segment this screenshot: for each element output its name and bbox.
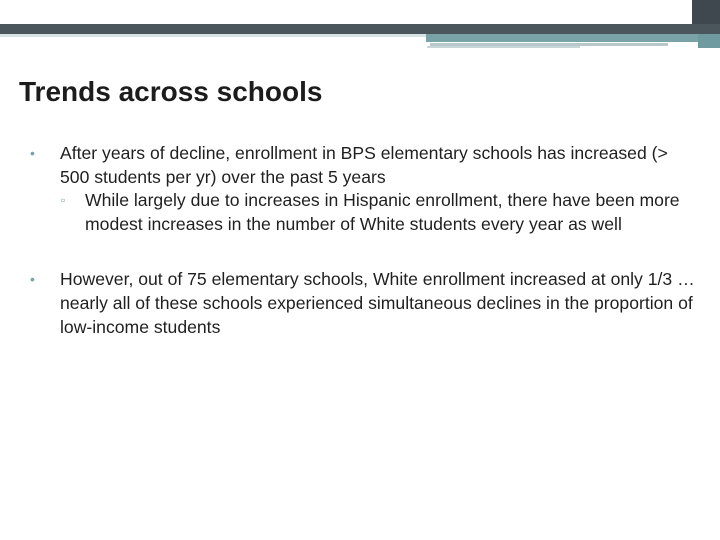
bullet-text: After years of decline, enrollment in BPS elementary schools has increased (> 500 students per yr) over the past 5 years [60, 143, 668, 187]
bullet-dot-icon: • [30, 271, 35, 288]
sub-bullet-text: While largely due to increases in Hispanic enrollment, there have been more modest increases in the number of White students every year as well [85, 190, 680, 234]
bullet-dot-icon: • [30, 145, 35, 161]
corner-dark-block [692, 0, 720, 24]
header-light-band [0, 34, 426, 37]
sub-bullet-item [28, 189, 698, 236]
sub-bullet-square-icon: ▫ [61, 193, 66, 208]
spacer [28, 236, 698, 268]
bullet-text: However, out of 75 elementary schools, White enrollment increased at only 1/3 … nearly all of these schools experienced simultaneous declines in the proportion of low-income students [60, 269, 695, 337]
bullet-item [28, 268, 698, 339]
slide-body [28, 142, 698, 339]
top-band [0, 0, 720, 24]
header-dark-band [0, 24, 720, 34]
bullet-item [28, 142, 698, 189]
slide-title: Trends across schools [19, 76, 323, 107]
corner-teal-block [698, 34, 720, 48]
header-teal-band [426, 34, 720, 42]
header-thin-band-2 [427, 46, 580, 48]
